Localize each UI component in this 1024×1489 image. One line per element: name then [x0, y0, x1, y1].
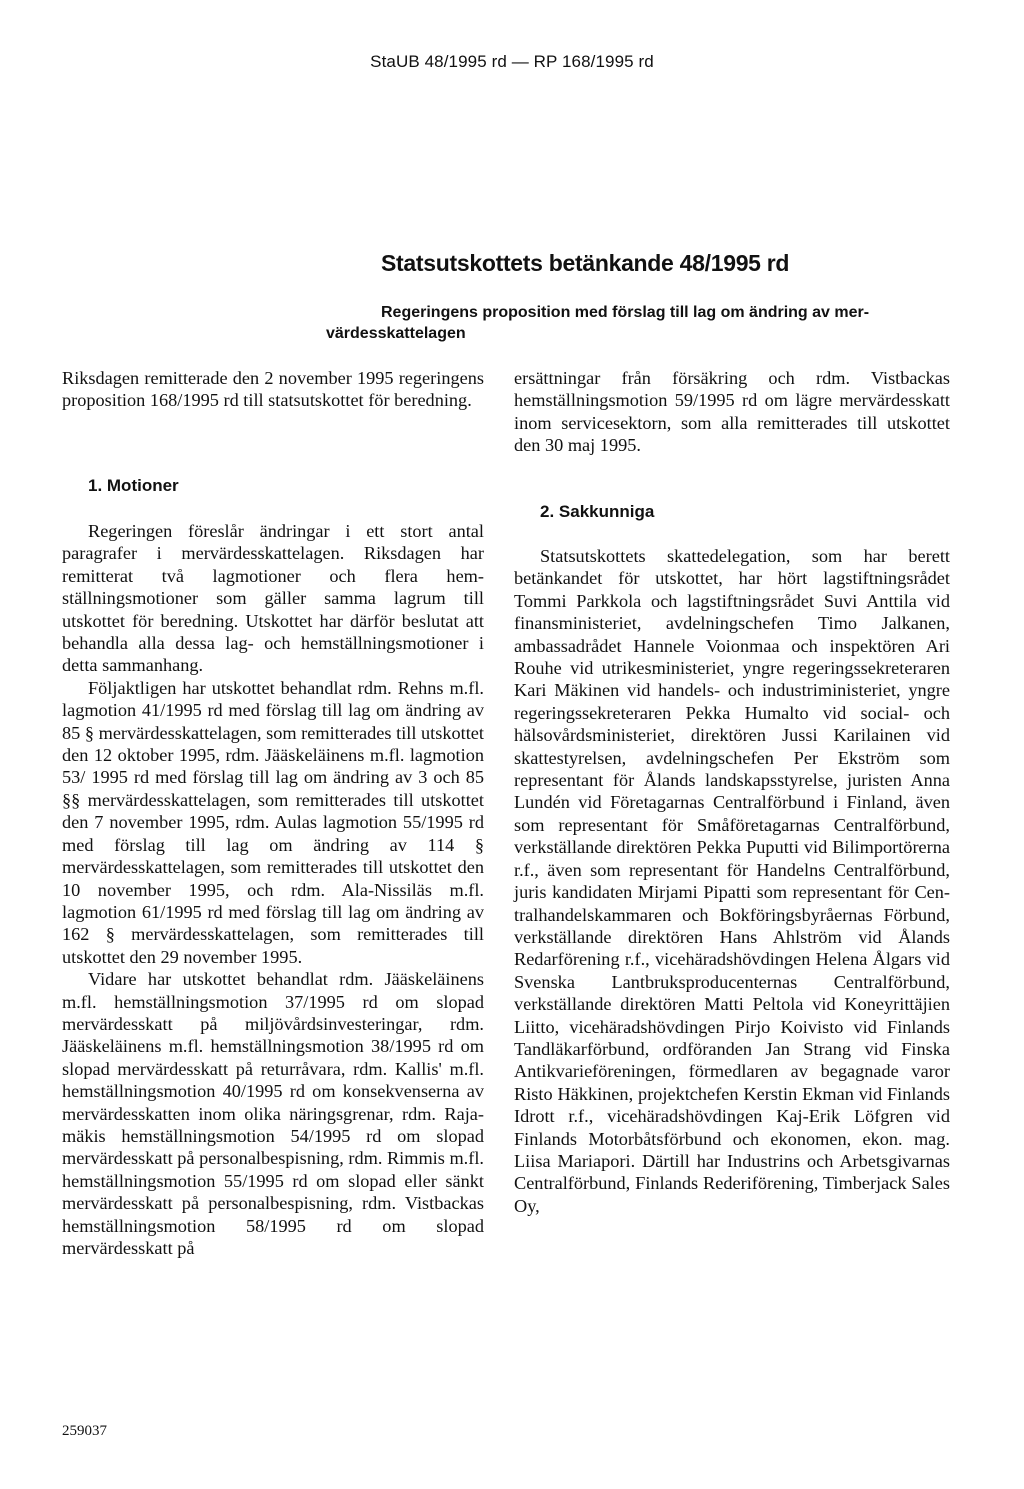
body-paragraph: Statsutskottets skattedelegation, som har berett betänkandet för utskottet, har hört lagstiftningsrådet Tommi Parkkola och lagstiftningsrådet Suvi Anttila vid finansministeriet, avdelningschefen Timo Jalkanen, ambassadrådet Hannele Voionmaa och inspektören Ari Rouhe vid utrikesministeriet, yngre regeringssekreteraren Kari Mäkinen vid handels- och industriministeriet, yngre regeringssekreteraren Pekka Humalto vid social- och hälsovårdsministeriet, direktören Jussi Karilainen vid skattestyrelsen, avdelningschefen Per Ekström som representant för Ålands landskapsstyrelse, juristen Anna Lundén vid Företagarnas Centralförbund i Finland, även som representant för Småföretagarnas Centralförbund, verkställande direktören Pekka Puputti vid Bilimportörerna r.f., även som representant för Handelns Centralförbund, juris kandidaten Mirjami Pipatti som representant för Centralhandelskammaren och Bokföringsbyråernas Förbund, verkställande direktören Hans Ahlström vid Ålands Redarförening r.f., vicehäradshövdingen Helena Ålgars vid Svenska Lantbruksproducenternas Centralförbund, verkställande direktören Matti Peltola vid Koneyrittäjien Liitto, vicehäradshövdingen Pirjo Koivisto vid Finlands Tandläkarförbund, ordföranden Jan Strang vid Finska Antikvarieföreningen, förmedlaren av begagnade varor Risto Häkkinen, projektchefen Kerstin Ekman vid Finlands Idrott r.f., vicehäradshövdingen Kaj-Erik Löfgren vid Finlands Motorbåtsförbund och ekonomen, ekon. mag. Liisa Mariapori. Därtill har Industrins och Arbetsgivarnas Centralförbund, Finlands Rederiförening, Timberjack Sales Oy,: [514, 546, 950, 1216]
body-paragraph: Regeringen föreslår ändringar i ett stort antal paragrafer i mervärdesskattelagen. Riksdagen har remitterat två lagmotioner och flera hemställningsmotioner som gäller samma lagrum till utskottet för beredning. Utskottet har därför beslutat att behandla alla dessa lag- och hemställningsmotioner i detta sammanhang.: [62, 521, 484, 676]
report-subject-line-1: Regeringens proposition med förslag till lag om ändring av mer-: [381, 304, 870, 321]
body-paragraph: Vidare har utskottet behandlat rdm. Jääskeläinens m.fl. hemställningsmotion 37/1995 rd om slopad mervärdesskatt på miljövårdsinvesteringar, rdm. Jääskeläinens m.fl. hemställningsmotion 38/1995 rd om slopad mervärdesskatt på returråvara, rdm. Kallis' m.fl. hemställningsmotion 40/1995 rd om konsekvenserna av mervärdesskatten inom olika näringsgrenar, rdm. Rajamäkis hemställningsmotion 54/1995 rd om slopad mervärdesskatt på personalbespisning, rdm. Rimmis m.fl. hemställningsmotion 55/1995 rd om slopad eller sänkt mervärdesskatt på personalbespisning, rdm. Vistbackas hemställningsmotion 58/1995 rd om slopad mervärdesskatt på: [62, 969, 484, 1258]
section-body-sakkunniga: [514, 545, 950, 1217]
intro-paragraph: Riksdagen remitterade den 2 november 1995 regeringens proposition 168/1995 rd till statsutskottet för beredning.: [62, 368, 484, 411]
section-heading-motioner: 1. Motioner: [88, 476, 179, 495]
section-heading-sakkunniga: 2. Sakkunniga: [540, 502, 655, 521]
section-body-motioner: [62, 520, 484, 1259]
report-subject: [326, 302, 960, 344]
report-title: Statsutskottets betänkande 48/1995 rd: [381, 250, 790, 276]
intro-left-column: [62, 367, 484, 412]
document-number: 259037: [62, 1423, 107, 1439]
body-paragraph: Följaktligen har utskottet behandlat rdm. Rehns m.fl. lagmotion 41/1995 rd med förslag till lag om ändring av 85 § mervärdesskattelagen, som remitterades till utskottet den 12 oktober 1995, rdm. Jääskeläinens m.fl. lagmotion 53/ 1995 rd med förslag till lag om ändring av 3 och 85 §§ mervärdesskattelagen, som remitterades till utskottet den 7 november 1995, rdm. Aulas lagmotion 55/1995 rd med förslag till lag om ändring av 114 § mervärdesskattelagen, som remitterades till utskottet den 10 november 1995, och rdm. Ala-Nissiläs m.fl. lagmotion 61/1995 rd med förslag till lag om ändring av 162 § mervärdesskattelagen, som remitterades till utskottet den 29 november 1995.: [62, 677, 484, 967]
report-subject-line-2: värdesskattelagen: [326, 325, 466, 342]
running-header: StaUB 48/1995 rd — RP 168/1995 rd: [370, 52, 654, 71]
intro-continuation-paragraph: ersättningar från försäkring och rdm. Vistbackas hemställningsmotion 59/1995 rd om lägre mervärdesskatt inom servicesektorn, som alla remitterades till utskottet den 30 maj 1995.: [514, 368, 950, 456]
intro-right-column: [514, 367, 950, 457]
